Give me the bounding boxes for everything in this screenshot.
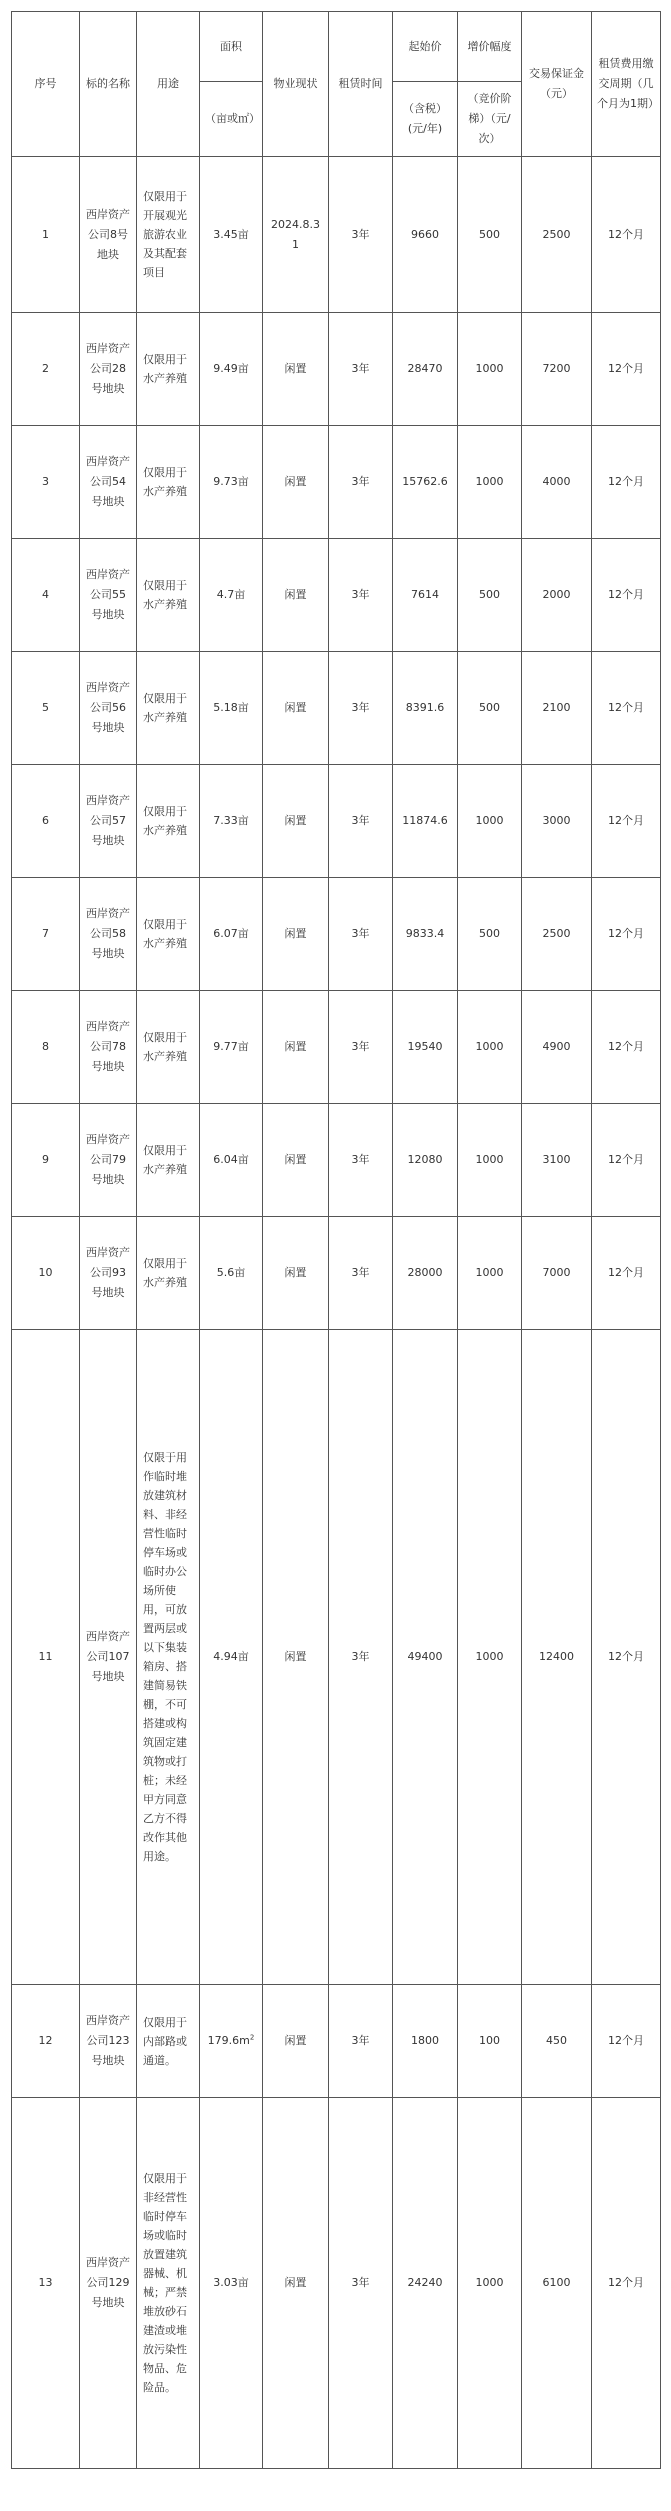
cell-name-text: 西岸资产公司56号地块 [86,681,130,734]
cell-cycle [592,1104,661,1217]
cell-price-text: 11874.6 [402,814,448,827]
cell-name [80,1985,137,2098]
cell-seq [12,765,80,878]
header-seq: 序号 [12,12,80,157]
cell-area [200,1330,263,1985]
cell-name [80,426,137,539]
cell-name-text: 西岸资产公司129号地块 [86,2256,130,2309]
cell-use [137,1217,200,1330]
cell-area [200,157,263,313]
cell-status-text: 闲置 [284,1650,307,1663]
table-row [12,1330,661,1985]
cell-seq-text: 2 [42,362,49,375]
cell-cycle-text: 12个月 [608,475,644,488]
cell-seq-text: 3 [42,475,49,488]
cell-status-text: 闲置 [284,1266,307,1279]
header-step-title: 增价幅度 [458,12,522,82]
cell-seq-text: 1 [42,227,49,241]
cell-deposit [522,652,592,765]
cell-seq [12,652,80,765]
area-unit-superscript: 2 [249,2033,255,2042]
cell-deposit-text: 3100 [542,1153,571,1166]
cell-seq [12,426,80,539]
cell-cycle-text: 12个月 [608,1040,644,1053]
cell-status-text: 闲置 [284,2276,307,2289]
cell-price [393,1985,458,2098]
cell-term-text: 3年 [351,2034,370,2047]
cell-price-text: 8391.6 [405,701,445,714]
cell-term [329,1330,393,1985]
cell-seq-text: 6 [42,814,49,827]
cell-deposit [522,157,592,313]
cell-term-text: 3年 [351,227,370,241]
cell-price [393,652,458,765]
table-row [12,313,661,426]
cell-step-text: 1000 [475,1153,504,1166]
cell-deposit [522,1330,592,1985]
cell-cycle [592,878,661,991]
cell-use [137,652,200,765]
cell-deposit [522,878,592,991]
cell-use [137,765,200,878]
cell-status [263,2098,329,2469]
cell-price [393,313,458,426]
cell-cycle-text: 12个月 [608,701,644,714]
table-row [12,426,661,539]
cell-area [200,539,263,652]
cell-price-text: 24240 [407,2276,443,2289]
cell-cycle [592,1217,661,1330]
cell-area [200,1217,263,1330]
cell-step [458,878,522,991]
cell-step [458,157,522,313]
header-cycle: 租赁费用缴交周期（几个月为1期） [592,12,661,157]
cell-cycle-text: 12个月 [608,227,644,241]
cell-name [80,1217,137,1330]
cell-term-text: 3年 [351,588,370,601]
cell-seq [12,2098,80,2469]
cell-deposit-text: 450 [546,2034,567,2047]
cell-use [137,991,200,1104]
cell-step [458,652,522,765]
cell-cycle [592,652,661,765]
cell-status [263,1217,329,1330]
cell-name-text: 西岸资产公司57号地块 [86,794,130,847]
cell-use [137,313,200,426]
cell-cycle [592,313,661,426]
cell-name-text: 西岸资产公司79号地块 [86,1133,130,1186]
cell-cycle [592,426,661,539]
cell-name [80,991,137,1104]
cell-price-text: 49400 [407,1650,443,1663]
cell-use-text: 仅限用于非经营性临时停车场或临时放置建筑器械、机械；严禁堆放砂石建渣或堆放污染性物品、危险品。 [143,2172,187,2394]
cell-step [458,991,522,1104]
cell-step-text: 1000 [475,475,504,488]
cell-use [137,1104,200,1217]
cell-deposit-text: 7200 [542,362,571,375]
header-step-unit: （竞价阶梯）（元/次） [458,82,522,157]
cell-seq [12,878,80,991]
cell-price [393,157,458,313]
cell-price [393,539,458,652]
cell-area-text: 6.04亩 [213,1153,249,1166]
cell-area [200,991,263,1104]
cell-cycle-text: 12个月 [608,362,644,375]
table-row [12,2098,661,2469]
cell-term-text: 3年 [351,1040,370,1053]
cell-status-text: 闲置 [284,927,307,940]
cell-step [458,1330,522,1985]
cell-deposit [522,2098,592,2469]
cell-cycle-text: 12个月 [608,814,644,827]
cell-status [263,878,329,991]
cell-step-text: 500 [479,701,500,714]
cell-area-text: 9.73亩 [213,475,249,488]
cell-step [458,1104,522,1217]
cell-name-text: 西岸资产公司54号地块 [86,455,130,508]
cell-price-text: 28470 [407,362,443,375]
cell-area-text: 179.6m [207,2034,250,2047]
cell-status-text: 闲置 [284,2034,307,2047]
cell-area [200,1104,263,1217]
cell-status-text: 闲置 [284,814,307,827]
cell-term [329,157,393,313]
cell-name [80,1330,137,1985]
cell-cycle [592,1330,661,1985]
cell-area-text: 5.18亩 [213,701,249,714]
cell-seq-text: 9 [42,1153,49,1166]
cell-term [329,878,393,991]
cell-term-text: 3年 [351,362,370,375]
cell-seq [12,313,80,426]
table-row [12,539,661,652]
cell-price-text: 28000 [407,1266,443,1279]
cell-status-text: 闲置 [284,588,307,601]
cell-cycle [592,765,661,878]
cell-deposit-text: 12400 [539,1650,574,1663]
cell-name [80,2098,137,2469]
cell-price [393,426,458,539]
cell-use-text: 仅限用于水产养殖 [143,692,187,724]
cell-deposit [522,1217,592,1330]
cell-use-text: 仅限用于水产养殖 [143,466,187,498]
cell-name [80,878,137,991]
header-price-unit: （含税）(元/年) [393,82,458,157]
cell-step [458,539,522,652]
cell-status-text: 闲置 [284,1153,307,1166]
cell-step [458,1985,522,2098]
cell-deposit [522,991,592,1104]
cell-use-text: 仅限用于水产养殖 [143,918,187,950]
cell-cycle-text: 12个月 [608,1650,644,1663]
cell-cycle-text: 12个月 [608,1266,644,1279]
cell-seq [12,1985,80,2098]
cell-step-text: 500 [479,588,500,601]
header-use: 用途 [137,12,200,157]
cell-status [263,426,329,539]
cell-cycle-text: 12个月 [608,588,644,601]
cell-price-text: 9833.4 [405,927,445,940]
cell-seq-text: 5 [42,701,49,714]
cell-price [393,1217,458,1330]
header-area-title: 面积 [200,12,263,82]
cell-status-text: 闲置 [284,701,307,714]
cell-term-text: 3年 [351,1153,370,1166]
table-row [12,765,661,878]
cell-use-text: 仅限用于水产养殖 [143,1144,187,1176]
cell-use-text: 仅限用于内部路或通道。 [143,2015,187,2067]
cell-term-text: 3年 [351,475,370,488]
cell-use-text: 仅限用于水产养殖 [143,353,187,385]
cell-term [329,313,393,426]
cell-deposit-text: 2000 [542,588,571,601]
cell-use [137,1985,200,2098]
cell-term [329,652,393,765]
cell-name-text: 西岸资产公司93号地块 [86,1246,130,1299]
cell-step [458,765,522,878]
cell-use-text: 仅限用于水产养殖 [143,579,187,611]
cell-area-text: 5.6亩 [216,1266,246,1279]
cell-status [263,1330,329,1985]
cell-term [329,2098,393,2469]
header-row [12,12,661,82]
cell-step-text: 500 [479,227,500,241]
cell-term-text: 3年 [351,1266,370,1279]
cell-cycle [592,1985,661,2098]
cell-cycle-text: 12个月 [608,2276,644,2289]
cell-area-text: 9.49亩 [213,362,249,375]
cell-term [329,426,393,539]
cell-step-text: 1000 [475,1040,504,1053]
cell-deposit-text: 4000 [542,475,571,488]
cell-use-text: 仅限用于开展观光旅游农业及其配套项目 [143,190,187,279]
cell-deposit [522,313,592,426]
table-row [12,878,661,991]
cell-cycle [592,157,661,313]
cell-seq [12,991,80,1104]
cell-area [200,652,263,765]
cell-status [263,1104,329,1217]
cell-cycle-text: 12个月 [608,2034,644,2047]
cell-name [80,1104,137,1217]
cell-price [393,1330,458,1985]
cell-deposit-text: 7000 [542,1266,571,1279]
lease-lots-table [11,11,661,2469]
cell-price [393,1104,458,1217]
cell-name-text: 西岸资产公司55号地块 [86,568,130,621]
cell-term [329,1104,393,1217]
cell-seq-text: 10 [38,1266,53,1279]
cell-step [458,1217,522,1330]
cell-name-text: 西岸资产公司107号地块 [86,1630,130,1683]
cell-name-text: 西岸资产公司78号地块 [86,1020,130,1073]
cell-deposit-text: 2100 [542,701,571,714]
header-term: 租赁时间 [329,12,393,157]
header-deposit: 交易保证金（元） [522,12,592,157]
cell-name-text: 西岸资产公司123号地块 [86,2014,130,2067]
cell-seq-text: 12 [38,2034,53,2047]
header-area-unit: （亩或㎡） [200,82,263,157]
cell-use-text: 仅限于用作临时堆放建筑材料、非经营性临时停车场或临时办公场所使用，可放置两层或以下集装箱房、搭建简易铁棚，不可搭建或构筑固定建筑物或打桩；未经甲方同意乙方不得改作其他用途。 [143,1451,187,1863]
cell-area-text: 6.07亩 [213,927,249,940]
cell-price-text: 7614 [411,588,439,601]
cell-status-text: 闲置 [284,1040,307,1053]
cell-name [80,652,137,765]
cell-use [137,426,200,539]
cell-step [458,426,522,539]
cell-name [80,313,137,426]
cell-status [263,313,329,426]
cell-seq-text: 8 [42,1040,49,1053]
cell-cycle [592,2098,661,2469]
cell-status [263,539,329,652]
cell-deposit [522,765,592,878]
cell-step-text: 1000 [475,362,504,375]
cell-deposit-text: 6100 [542,2276,571,2289]
cell-area [200,313,263,426]
cell-seq-text: 7 [42,927,49,940]
cell-area [200,1985,263,2098]
cell-term [329,765,393,878]
cell-use [137,157,200,313]
cell-price [393,765,458,878]
cell-seq-text: 4 [42,588,49,601]
cell-status-text: 2024.8.31 [271,217,320,251]
cell-deposit-text: 4900 [542,1040,571,1053]
cell-name-text: 西岸资产公司58号地块 [86,907,130,960]
cell-area-text: 3.03亩 [213,2276,249,2289]
cell-term-text: 3年 [351,1650,370,1663]
cell-seq [12,539,80,652]
cell-seq-text: 11 [38,1650,53,1663]
cell-use-text: 仅限用于水产养殖 [143,1257,187,1289]
cell-term-text: 3年 [351,2276,370,2289]
cell-price [393,878,458,991]
cell-status [263,652,329,765]
cell-term-text: 3年 [351,701,370,714]
cell-use-text: 仅限用于水产养殖 [143,805,187,837]
cell-name [80,157,137,313]
cell-seq [12,157,80,313]
cell-use [137,1330,200,1985]
cell-cycle-text: 12个月 [608,1153,644,1166]
cell-use [137,878,200,991]
cell-price-text: 19540 [407,1040,443,1053]
cell-status-text: 闲置 [284,362,307,375]
cell-step-text: 500 [479,927,500,940]
cell-price [393,2098,458,2469]
cell-step-text: 1000 [475,2276,504,2289]
cell-term [329,1985,393,2098]
table-row [12,652,661,765]
cell-price-text: 15762.6 [402,475,448,488]
cell-area [200,878,263,991]
cell-step-text: 1000 [475,1266,504,1279]
cell-use [137,539,200,652]
cell-term [329,539,393,652]
cell-status [263,157,329,313]
cell-deposit-text: 3000 [542,814,571,827]
cell-deposit-text: 2500 [542,227,571,241]
cell-name [80,539,137,652]
cell-deposit [522,426,592,539]
cell-area-text: 4.94亩 [213,1650,249,1663]
cell-deposit [522,1104,592,1217]
cell-status [263,765,329,878]
cell-cycle [592,991,661,1104]
cell-price [393,991,458,1104]
cell-cycle [592,539,661,652]
cell-name-text: 西岸资产公司28号地块 [86,342,130,395]
cell-area-text: 9.77亩 [213,1040,249,1053]
cell-cycle-text: 12个月 [608,927,644,940]
cell-deposit [522,539,592,652]
cell-area [200,426,263,539]
cell-name-text: 西岸资产公司8号地块 [86,207,130,261]
header-price-title: 起始价 [393,12,458,82]
cell-area [200,2098,263,2469]
cell-status-text: 闲置 [284,475,307,488]
cell-price-text: 12080 [407,1153,443,1166]
cell-price-text: 1800 [411,2034,439,2047]
cell-term-text: 3年 [351,814,370,827]
table-row [12,1217,661,1330]
cell-term-text: 3年 [351,927,370,940]
cell-area [200,765,263,878]
cell-area-text: 3.45亩 [213,227,249,241]
cell-step-text: 100 [479,2034,500,2047]
header-status: 物业现状 [263,12,329,157]
cell-step-text: 1000 [475,1650,504,1663]
cell-step [458,313,522,426]
table-row [12,991,661,1104]
cell-area-text: 7.33亩 [213,814,249,827]
cell-step-text: 1000 [475,814,504,827]
cell-use-text: 仅限用于水产养殖 [143,1031,187,1063]
cell-term [329,991,393,1104]
cell-step [458,2098,522,2469]
cell-term [329,1217,393,1330]
cell-price-text: 9660 [411,227,439,241]
cell-name [80,765,137,878]
cell-status [263,1985,329,2098]
cell-seq [12,1330,80,1985]
table-row [12,1104,661,1217]
table-row [12,1985,661,2098]
table-row [12,157,661,313]
cell-deposit-text: 2500 [542,927,571,940]
cell-use [137,2098,200,2469]
header-name: 标的名称 [80,12,137,157]
cell-seq-text: 13 [38,2276,53,2289]
cell-seq [12,1217,80,1330]
cell-area-text: 4.7亩 [216,588,246,601]
cell-seq [12,1104,80,1217]
cell-deposit [522,1985,592,2098]
cell-status [263,991,329,1104]
